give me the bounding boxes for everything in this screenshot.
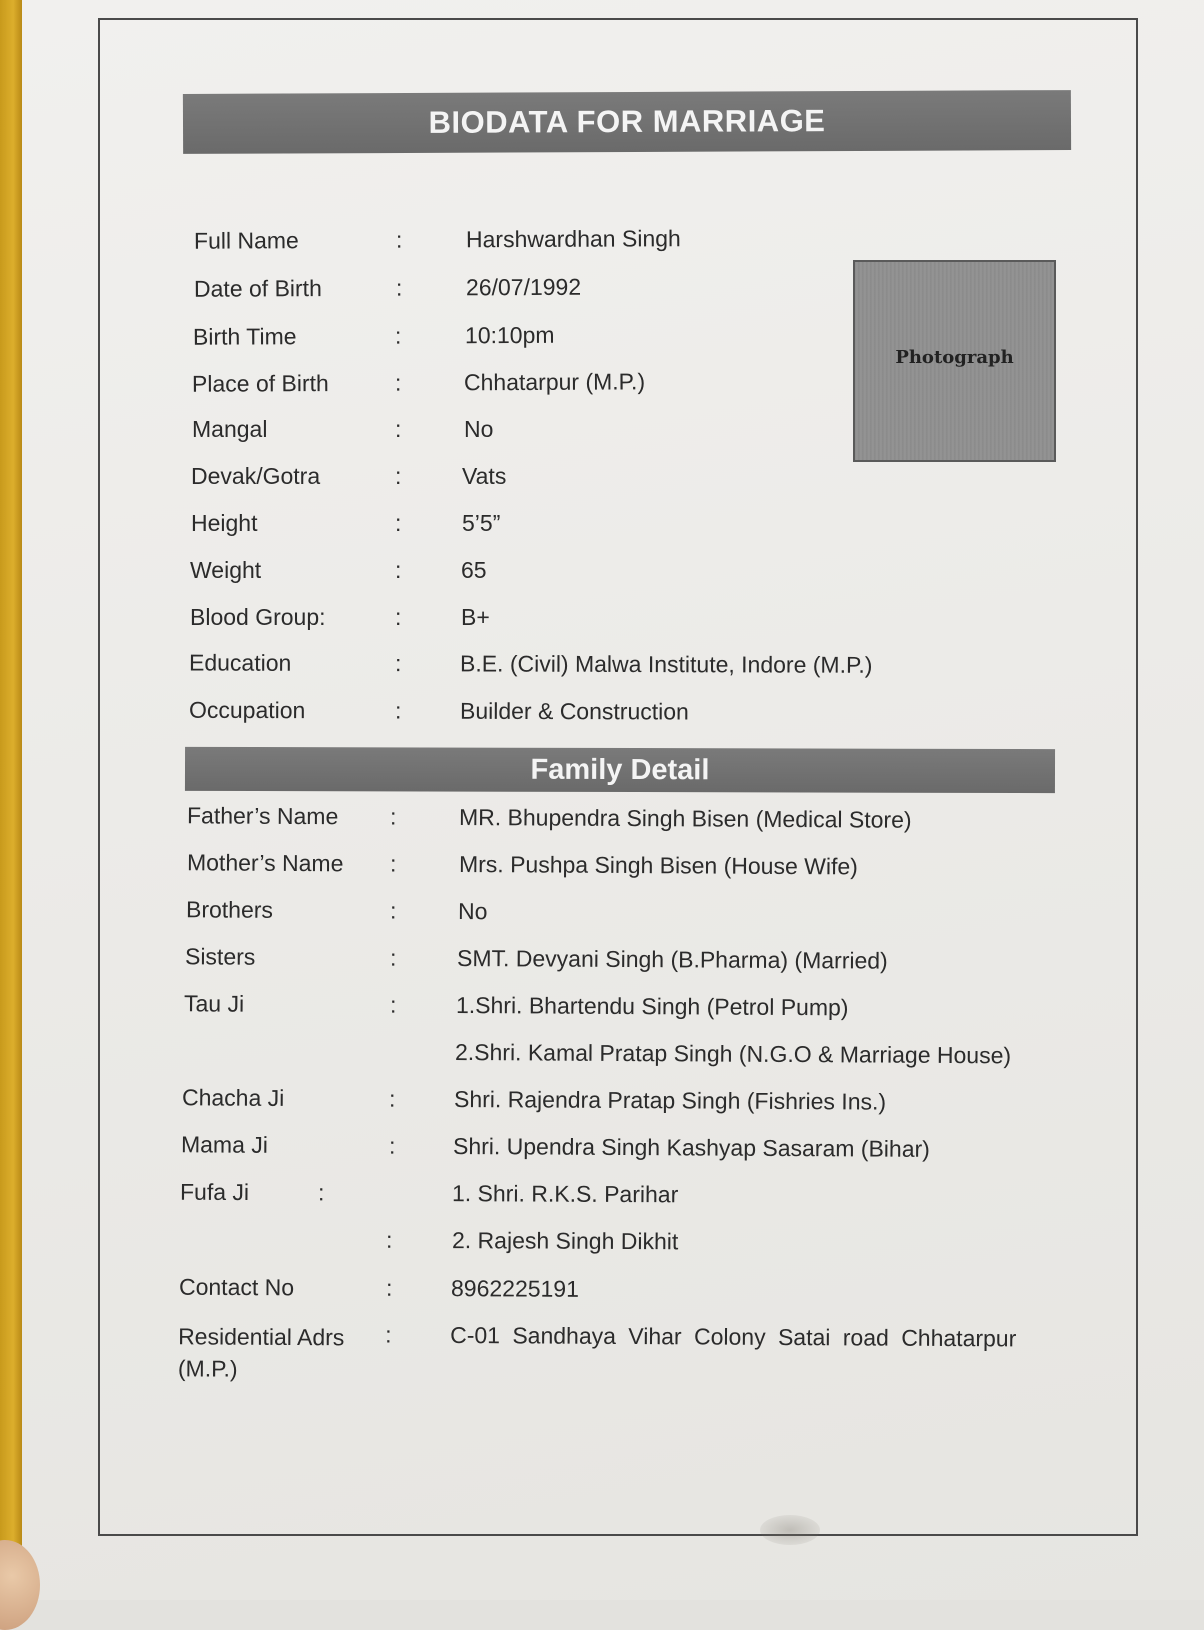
row-full-name <box>194 224 854 261</box>
photograph-label: Photograph <box>895 347 1014 368</box>
field-label: Father’s Name <box>186 802 339 830</box>
row-fathers-name <box>187 802 1067 841</box>
field-value: B+ <box>461 604 490 630</box>
family-detail-heading: Family Detail <box>185 747 1055 793</box>
field-value: C-01 Sandhaya Vihar Colony Satai road Chhatarpur <box>450 1321 1017 1352</box>
field-value: Builder & Construction <box>459 697 689 725</box>
field-separator: : <box>394 369 402 396</box>
field-label: Brothers <box>185 896 274 923</box>
field-separator: : <box>385 1274 393 1301</box>
field-separator: : <box>389 991 397 1018</box>
field-label: Mother’s Name <box>186 849 344 877</box>
field-separator: : <box>317 1179 325 1206</box>
field-value: Shri. Rajendra Pratap Singh (Fishries Ins.) <box>453 1085 887 1115</box>
field-separator: : <box>395 510 402 536</box>
row-blood-group <box>190 604 850 638</box>
row-residential-address <box>178 1320 1068 1395</box>
row-occupation <box>189 697 889 733</box>
row-place-of-birth <box>192 367 852 404</box>
field-value: B.E. (Civil) Malwa Institute, Indore (M.P.) <box>459 650 873 678</box>
field-label: Tau Ji <box>183 990 245 1017</box>
field-value: Harshwardhan Singh <box>465 225 681 253</box>
field-value: 10:10pm <box>464 321 555 349</box>
field-label: Blood Group: <box>190 604 326 630</box>
field-separator: : <box>385 1321 392 1348</box>
field-label: Mangal <box>192 416 268 442</box>
field-value: 8962225191 <box>450 1275 580 1302</box>
row-sisters <box>185 943 1065 982</box>
field-value: 2. Rajesh Singh Dikhit <box>451 1227 679 1255</box>
field-value: 1.Shri. Bhartendu Singh (Petrol Pump) <box>455 991 849 1021</box>
field-label: Education <box>188 649 292 676</box>
paper-stain <box>760 1515 820 1545</box>
field-separator: : <box>388 1132 396 1159</box>
row-mama-ji <box>181 1131 1061 1170</box>
row-fufa-ji-second <box>180 1226 1060 1265</box>
field-label: Occupation <box>188 696 306 724</box>
row-height <box>191 510 851 544</box>
field-separator: : <box>385 1226 393 1253</box>
field-separator: : <box>395 557 402 583</box>
field-value: 65 <box>461 557 487 583</box>
field-value: Chhatarpur (M.P.) <box>463 368 646 396</box>
field-value: 1. Shri. R.K.S. Parihar <box>451 1180 679 1208</box>
field-separator: : <box>395 226 403 253</box>
field-label: Residential Adrs (M.P.) <box>177 1323 345 1382</box>
field-value: SMT. Devyani Singh (B.Pharma) (Married) <box>456 944 888 974</box>
field-separator: : <box>394 322 402 349</box>
field-separator: : <box>395 463 402 489</box>
field-label: Date of Birth <box>193 275 322 302</box>
field-value: MR. Bhupendra Singh Bisen (Medical Store) <box>458 803 912 833</box>
field-value: Mrs. Pushpa Singh Bisen (House Wife) <box>458 850 858 880</box>
field-value: 2.Shri. Kamal Pratap Singh (N.G.O & Marriage House) <box>454 1038 1012 1069</box>
binder-edge <box>0 0 22 1600</box>
field-value: Shri. Upendra Singh Kashyap Sasaram (Bihar) <box>452 1132 930 1162</box>
field-separator: : <box>389 803 397 830</box>
field-label: Place of Birth <box>191 370 329 397</box>
field-label: Full Name <box>193 227 299 254</box>
field-label: Birth Time <box>192 323 297 350</box>
field-separator: : <box>394 697 402 724</box>
field-label: Weight <box>190 557 262 583</box>
photograph-placeholder <box>853 260 1056 462</box>
field-separator: : <box>395 416 402 442</box>
field-label: Sisters <box>184 943 256 970</box>
row-fufa-ji <box>180 1179 1060 1218</box>
row-birth-time <box>193 320 853 357</box>
row-mothers-name <box>187 849 1067 888</box>
field-label: Mama Ji <box>180 1131 269 1158</box>
field-value: Vats <box>462 463 507 489</box>
field-separator: : <box>394 650 402 677</box>
field-separator: : <box>389 850 397 877</box>
field-value: 5’5” <box>462 510 501 536</box>
row-education <box>189 649 1069 686</box>
row-tau-ji <box>184 990 1064 1029</box>
row-date-of-birth <box>194 272 854 309</box>
field-value: No <box>464 416 494 442</box>
field-separator: : <box>395 604 402 630</box>
field-value: 26/07/1992 <box>465 273 582 301</box>
row-weight <box>190 557 850 591</box>
row-tau-ji-second <box>184 1037 1064 1076</box>
field-separator: : <box>395 274 403 301</box>
field-label: Contact No <box>178 1273 295 1301</box>
field-separator: : <box>389 897 397 924</box>
row-chacha-ji <box>182 1084 1062 1123</box>
row-contact-no <box>179 1274 1059 1313</box>
row-devak-gotra <box>191 463 851 497</box>
row-brothers <box>186 896 1066 935</box>
field-label: Chacha Ji <box>181 1084 285 1111</box>
field-separator: : <box>389 944 397 971</box>
document-title: BIODATA FOR MARRIAGE <box>183 90 1071 154</box>
row-mangal <box>192 416 852 450</box>
field-separator: : <box>388 1085 396 1112</box>
field-label: Fufa Ji <box>179 1178 250 1206</box>
field-value: No <box>457 897 488 925</box>
field-label: Devak/Gotra <box>191 463 321 489</box>
field-label: Height <box>191 510 258 536</box>
